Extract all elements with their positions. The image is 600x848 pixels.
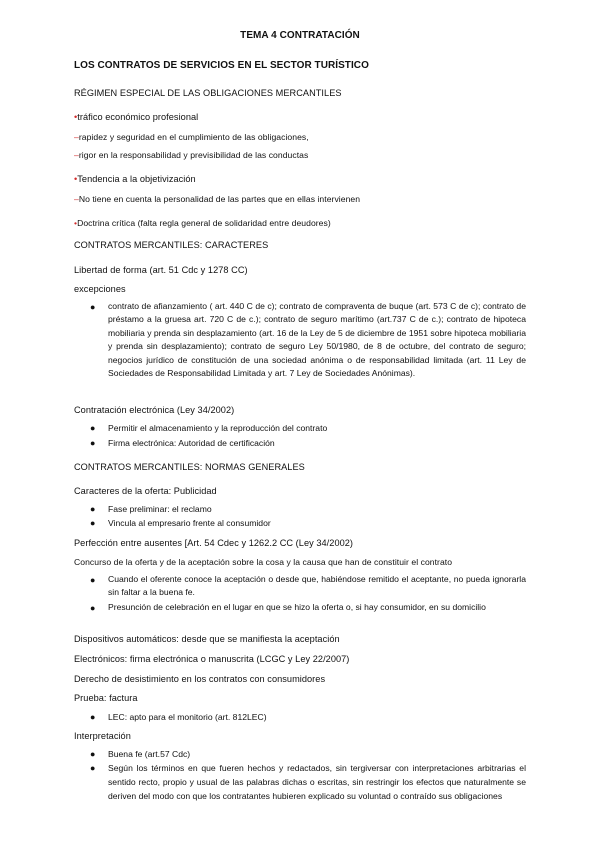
bullet-dot: ● xyxy=(90,504,96,514)
bullet-dot: ● xyxy=(90,302,96,312)
list-item: Buena fe (art.57 Cdc) xyxy=(108,749,191,759)
list-item: Permitir el almacenamiento y la reproducción del contrato xyxy=(108,423,328,433)
bullet-marker: • xyxy=(74,174,78,184)
oferta-heading: Caracteres de la oferta: Publicidad xyxy=(74,486,217,496)
document-title: TEMA 4 CONTRATACIÓN xyxy=(240,30,360,41)
list-item: Cuando el oferente conoce la aceptación o desde que, habiéndose remitido el aceptante, no pueda ignorarla sin faltar a la buena fe. xyxy=(108,574,526,598)
excepciones-label: excepciones xyxy=(74,284,126,294)
list-item: Según los términos en que fueren hechos y redactados, sin tergiversar con interpretaciones arbitrarias el sentido recto, propio y usual de las palabras dichas o escritas, sin restringir los efectos que naturalmente se deriven del modo con que los contratantes hubieren explicado su voluntad o contraído sus obligaciones xyxy=(108,763,526,801)
bullet-dot: ● xyxy=(90,518,96,528)
list-item: Firma electrónica: Autoridad de certificación xyxy=(108,438,275,448)
dash-marker: – xyxy=(74,150,79,160)
interpretacion-heading: Interpretación xyxy=(74,731,131,741)
regimen-heading: RÉGIMEN ESPECIAL DE LAS OBLIGACIONES MERCANTILES xyxy=(74,88,342,98)
regimen-line-5: –No tiene en cuenta la personalidad de las partes que en ellas intervienen xyxy=(74,194,361,204)
list-item: LEC: apto para el monitorio (art. 812LEC) xyxy=(108,712,267,722)
bullet-marker: • xyxy=(74,112,78,122)
list-item: Presunción de celebración en el lugar en que se hizo la oferta o, si hay consumidor, en su domicilio xyxy=(108,602,486,612)
contratacion-electronica: Contratación electrónica (Ley 34/2002) xyxy=(74,405,235,415)
regimen-line-1: •tráfico económico profesional xyxy=(74,112,199,122)
bullet-dot: ● xyxy=(90,423,96,433)
prueba-line: Prueba: factura xyxy=(74,693,138,703)
list-item: Vincula al empresario frente al consumidor xyxy=(108,518,271,528)
libertad-forma: Libertad de forma (art. 51 Cdc y 1278 CC) xyxy=(74,265,248,275)
perfeccion-heading: Perfección entre ausentes [Art. 54 Cdec y 1262.2 CC (Ley 34/2002) xyxy=(74,538,354,548)
list-item: Fase preliminar: el reclamo xyxy=(108,504,212,514)
electronicos-line: Electrónicos: firma electrónica o manuscrita (LCGC y Ley 22/2007) xyxy=(74,654,350,664)
regimen-line-2: –rapidez y seguridad en el cumplimiento de las obligaciones, xyxy=(74,132,309,142)
bullet-dot: ● xyxy=(90,438,96,448)
dash-marker: – xyxy=(74,194,79,204)
dash-marker: – xyxy=(74,132,79,142)
regimen-line-3: –rigor en la responsabilidad y previsibilidad de las conductas xyxy=(74,150,309,160)
concurso-line: Concurso de la oferta y de la aceptación sobre la cosa y la causa que han de constituir el contrato xyxy=(74,557,453,567)
regimen-line-4: •Tendencia a la objetivización xyxy=(74,174,196,184)
bullet-dot: ● xyxy=(90,575,96,585)
dispositivos-line: Dispositivos automáticos: desde que se manifiesta la aceptación xyxy=(74,634,340,644)
bullet-marker: • xyxy=(74,218,78,228)
normas-heading: CONTRATOS MERCANTILES: NORMAS GENERALES xyxy=(74,462,305,472)
bullet-dot: ● xyxy=(90,749,96,759)
bullet-dot: ● xyxy=(90,603,96,613)
bullet-dot: ● xyxy=(90,712,96,722)
regimen-line-6: •Doctrina crítica (falta regla general de solidaridad entre deudores) xyxy=(74,218,331,228)
bullet-dot: ● xyxy=(90,763,96,773)
excepciones-paragraph: contrato de afianzamiento ( art. 440 C de c); contrato de compraventa de buque (art. 573 C de c); contrato de préstamo a la gruesa art. 720 C de c.); contrato de seguro marítimo (art.737 C de c.); contrato de hipoteca mobiliaria y prenda sin desplazamiento (art. 16 de la Ley de 5 de diciembre de 1951 sobre hipoteca mobiliaria y prenda sin desplazamiento); contrato de seguro Ley 50/1980, de 8 de octubre, del contrato de seguro; negocios jurídico de constitución de una sociedad anónima o de responsabilidad limitada (art. 11 Ley de Sociedades de Responsabilidad Limitada y art. 7 Ley de Sociedades Anónimas). xyxy=(108,301,526,379)
caracteres-heading: CONTRATOS MERCANTILES: CARACTERES xyxy=(74,240,269,250)
section-heading: LOS CONTRATOS DE SERVICIOS EN EL SECTOR TURÍSTICO xyxy=(74,60,369,71)
desistimiento-line: Derecho de desistimiento en los contratos con consumidores xyxy=(74,674,326,684)
